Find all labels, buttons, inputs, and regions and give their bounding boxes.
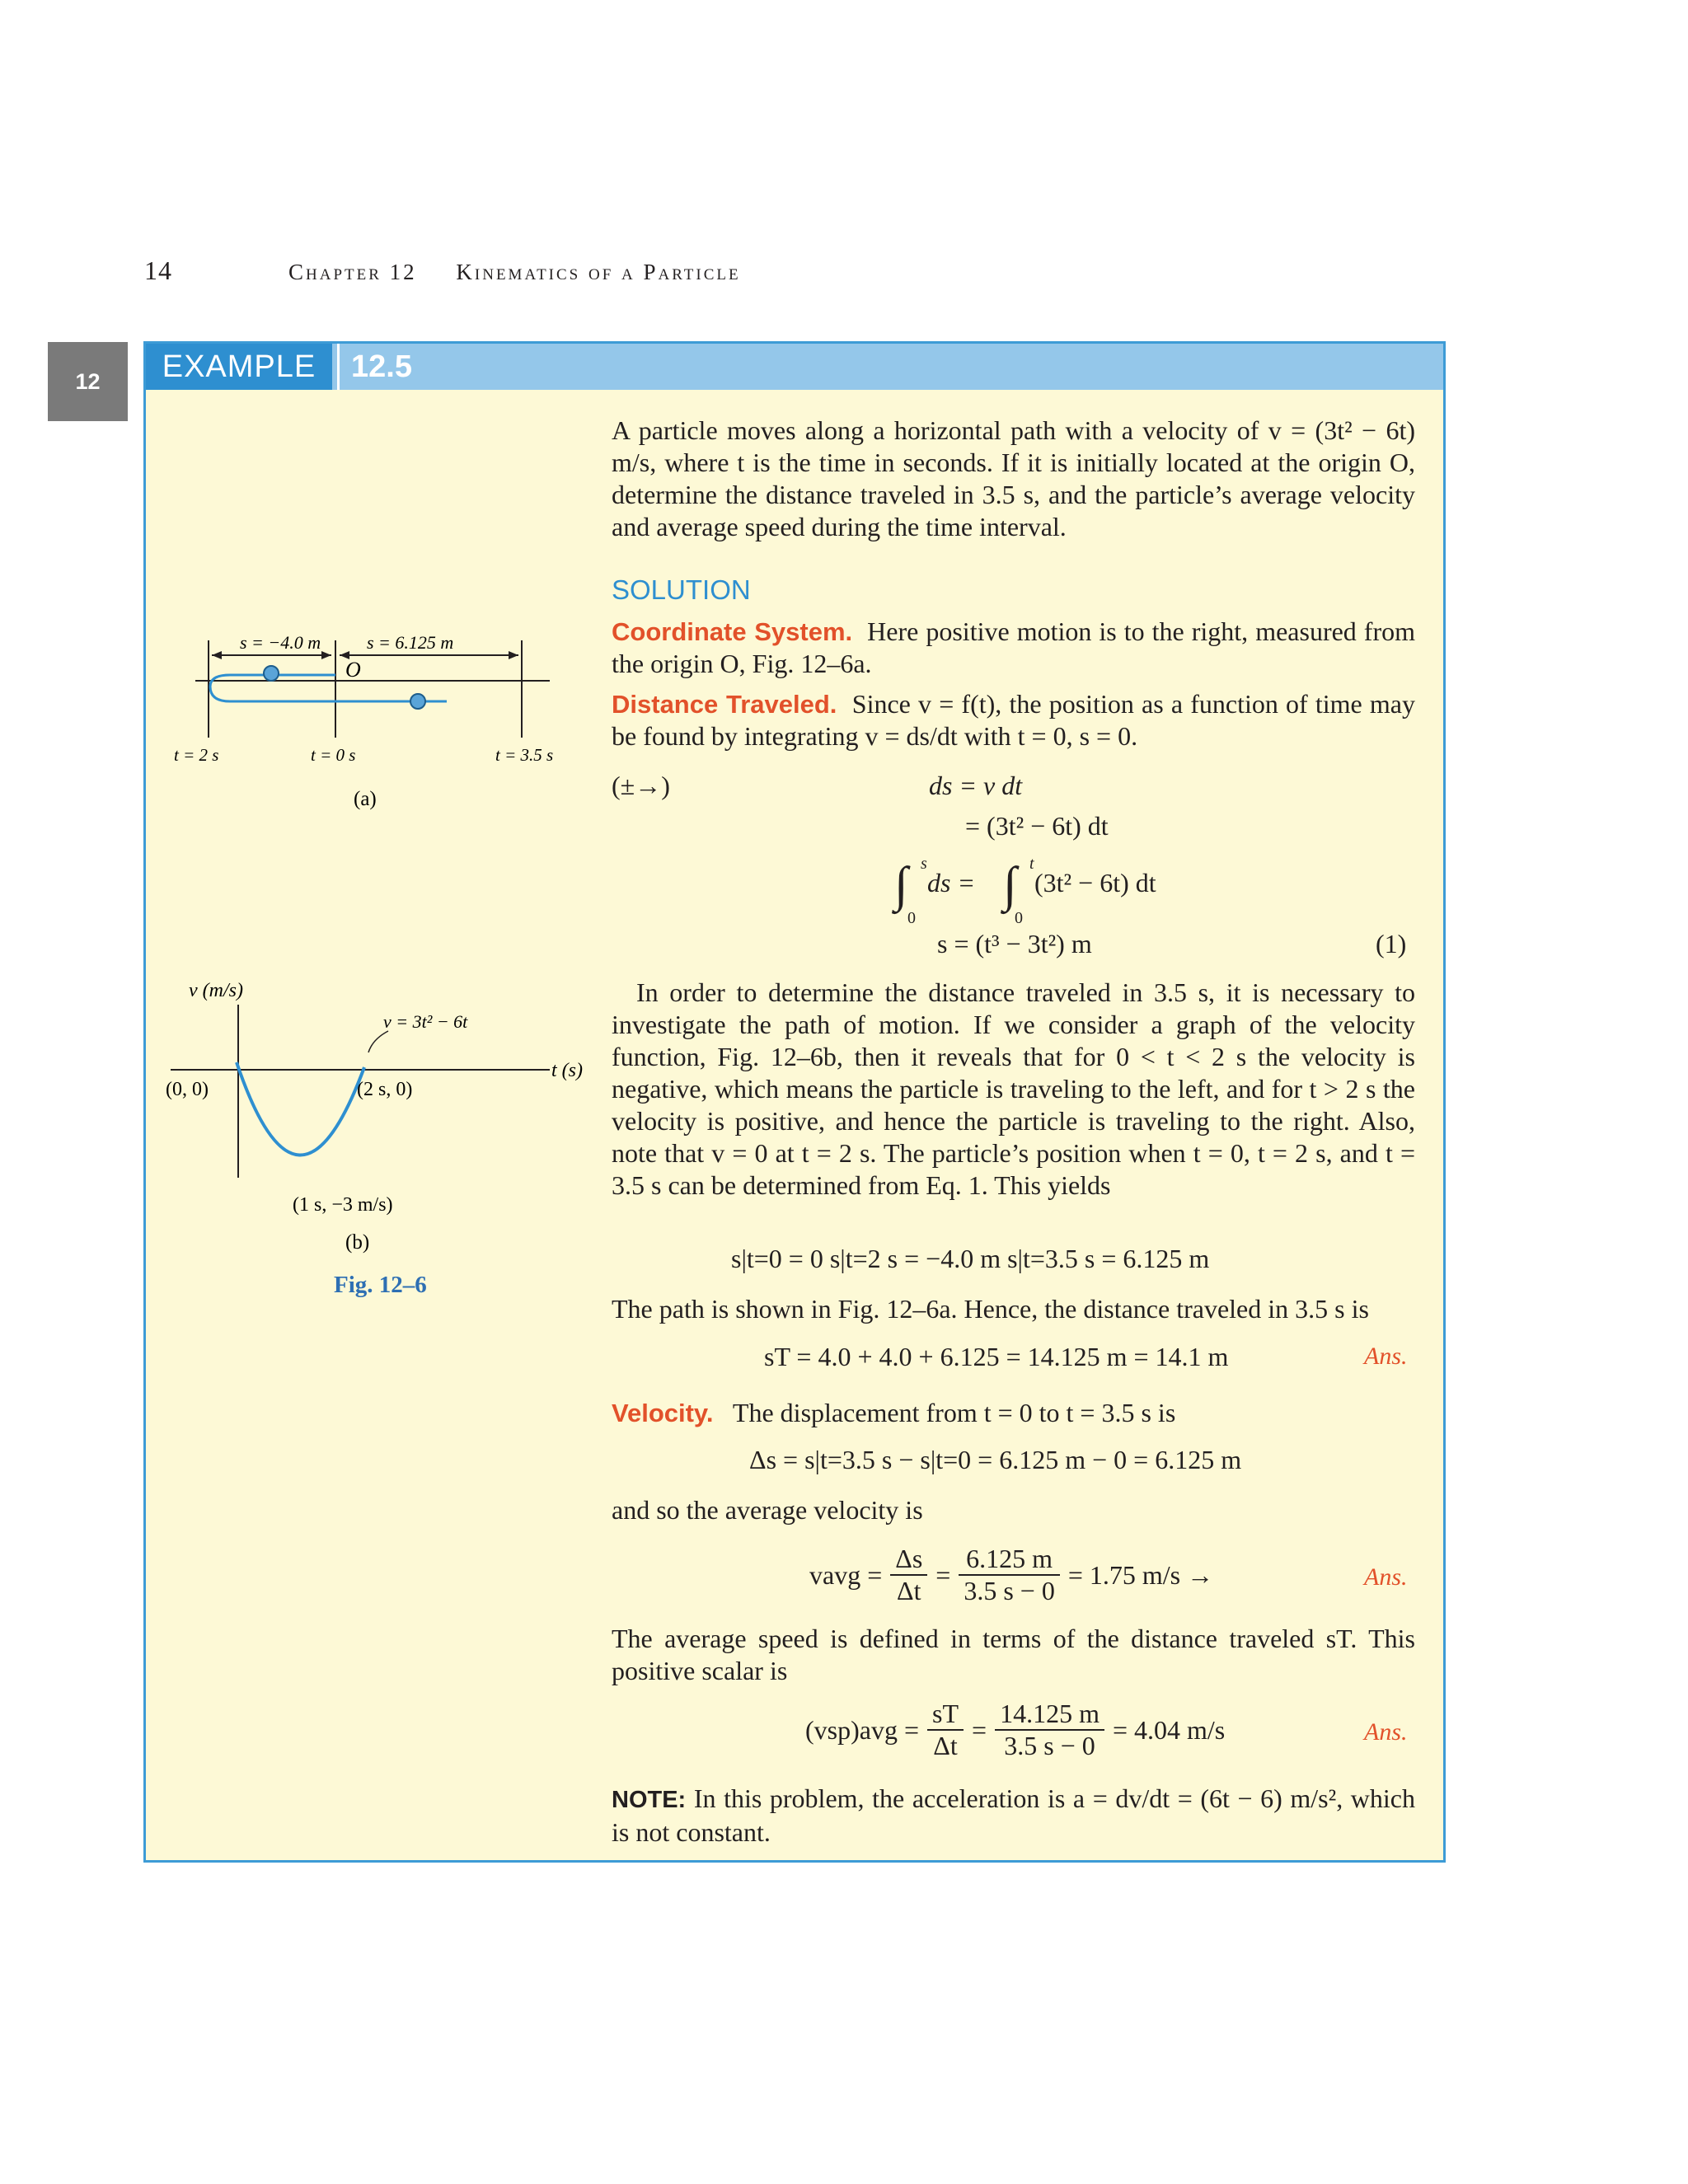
- vsp-equals: =: [972, 1714, 987, 1745]
- chapter-tab: 12: [48, 342, 128, 421]
- page-number: 14: [144, 255, 172, 285]
- integral-sign-left: ∫: [894, 857, 908, 912]
- example-number: 12.5: [337, 344, 412, 390]
- velocity-heading: Velocity.: [612, 1399, 714, 1427]
- v-axis-label: v (m/s): [189, 980, 243, 1001]
- vavg-fraction-2: [959, 1544, 1060, 1606]
- label-s-neg: s = −4.0 m: [240, 632, 321, 653]
- integral-lower-0b: 0: [1015, 909, 1023, 927]
- path-text: The path is shown in Fig. 12–6a. Hence, the distance traveled in 3.5 s is: [612, 1294, 1369, 1324]
- vavg-num-1: Δs: [890, 1544, 927, 1576]
- vsp-num-2: 14.125 m: [995, 1699, 1104, 1731]
- displacement-equation: Δs = s|t=3.5 s − s|t=0 = 6.125 m − 0 = 6.125 m: [749, 1445, 1242, 1474]
- velocity-text: The displacement from t = 0 to t = 3.5 s is: [732, 1398, 1176, 1427]
- t-axis-label: t (s): [551, 1060, 583, 1081]
- coordinate-heading: Coordinate System.: [612, 617, 853, 646]
- distance-paragraph: [612, 688, 1415, 752]
- example-label: EXAMPLE: [146, 344, 332, 390]
- vsp-result: = 4.04 m/s: [1112, 1714, 1226, 1745]
- integral-upper-t: t: [1029, 855, 1034, 873]
- distance-heading: Distance Traveled.: [612, 690, 837, 719]
- average-speed-equation: [805, 1699, 1225, 1761]
- equation-ds-expanded: = (3t² − 6t) dt: [965, 811, 1109, 841]
- solution-heading: SOLUTION: [612, 574, 751, 605]
- vsp-den-2: 3.5 s − 0: [1004, 1731, 1095, 1760]
- label-t0: t = 0 s: [311, 745, 356, 765]
- average-speed-text: The average speed is defined in terms of the distance traveled sT. This positive scalar is: [612, 1624, 1415, 1685]
- average-velocity-text: and so the average velocity is: [612, 1495, 923, 1525]
- coordinate-text: Here positive motion is to the right, measured from the origin O, Fig. 12–6a.: [612, 616, 1416, 678]
- curve-leader: [368, 1031, 388, 1052]
- integral-sign-right: ∫: [1003, 857, 1017, 912]
- point-root: (2 s, 0): [357, 1079, 413, 1100]
- integral-lower-0a: 0: [907, 909, 916, 927]
- answer-label-velocity: Ans.: [1364, 1563, 1408, 1591]
- coordinate-paragraph: [612, 616, 1415, 680]
- figure-caption: Fig. 12–6: [334, 1272, 427, 1298]
- figure-b-caption: (b): [345, 1231, 370, 1254]
- vsp-fraction-2: [995, 1699, 1104, 1761]
- example-box: [143, 341, 1446, 1863]
- vavg-fraction-1: [890, 1544, 927, 1606]
- integral-upper-s: s: [921, 855, 927, 873]
- note-text: In this problem, the acceleration is a = dv/dt = (6t − 6) m/s², which is not constant.: [612, 1783, 1415, 1847]
- example-header-bar: [146, 344, 1443, 390]
- particle-right: [410, 694, 425, 709]
- equation-integral-right: (3t² − 6t) dt: [1034, 868, 1156, 898]
- vavg-den-2: 3.5 s − 0: [964, 1576, 1055, 1605]
- vsp-den-1: Δt: [933, 1731, 958, 1760]
- chapter-title: Kinematics of a Particle: [456, 260, 741, 284]
- answer-label-speed: Ans.: [1364, 1718, 1408, 1746]
- average-velocity-equation: [809, 1544, 1213, 1606]
- answer-label-distance: Ans.: [1364, 1343, 1408, 1370]
- sign-convention: (±→): [612, 771, 670, 800]
- point-min: (1 s, −3 m/s): [293, 1194, 393, 1216]
- vsp-num-1: sT: [927, 1699, 964, 1731]
- vsp-left: (vsp)avg =: [805, 1714, 920, 1745]
- label-t2: t = 2 s: [174, 745, 219, 765]
- distance-text: Since v = f(t), the position as a function of time may be found by integrating v = ds/dt with t = 0, s = 0.: [612, 689, 1415, 751]
- analysis-paragraph: In order to determine the distance traveled in 3.5 s, it is necessary to investigate the path of motion. If we consider a graph of the velocity function, Fig. 12–6b, then it reveals that for 0 < t < 2 s the velocity is negative, which means the particle is traveling to the left, and for t > 2 s the velocity is positive, and hence the particle is traveling to the right. Also, note that v = 0 at t = 2 s. The particle’s position when t = 0, t = 2 s, and t = 3.5 s can be determined from Eq. 1. This yields: [612, 977, 1415, 1200]
- running-header: [288, 260, 772, 285]
- note-label: NOTE:: [612, 1787, 687, 1813]
- note-paragraph: [612, 1783, 1415, 1849]
- label-s-pos: s = 6.125 m: [367, 632, 454, 653]
- curve-label: v = 3t² − 6t: [383, 1011, 468, 1032]
- vavg-num-2: 6.125 m: [959, 1544, 1060, 1576]
- label-t35: t = 3.5 s: [495, 745, 554, 765]
- total-distance-equation: sT = 4.0 + 4.0 + 6.125 = 14.125 m = 14.1 m: [764, 1342, 1229, 1371]
- position-values: s|t=0 = 0 s|t=2 s = −4.0 m s|t=3.5 s = 6.125 m: [731, 1244, 1210, 1273]
- velocity-paragraph: [612, 1397, 1415, 1429]
- vavg-left: vavg =: [809, 1559, 883, 1590]
- point-origin: (0, 0): [166, 1079, 209, 1100]
- vavg-equals: =: [935, 1559, 951, 1590]
- equation-ds-vdt: ds = v dt: [929, 771, 1023, 800]
- particle-left: [264, 666, 279, 681]
- equation-position: s = (t³ − 3t²) m: [937, 929, 1092, 958]
- vavg-result: = 1.75 m/s →: [1067, 1559, 1214, 1590]
- label-origin: O: [345, 658, 361, 682]
- figure-a-caption: (a): [354, 788, 377, 810]
- equation-number: (1): [1376, 929, 1407, 958]
- vsp-fraction-1: [927, 1699, 964, 1761]
- problem-statement: A particle moves along a horizontal path with a velocity of v = (3t² − 6t) m/s, where t is the time in seconds. If it is initially located at the origin O, determine the distance traveled in 3.5 s, and the particle’s average velocity and average speed during the time interval.: [612, 415, 1415, 541]
- vavg-den-1: Δt: [897, 1576, 921, 1605]
- chapter-label: Chapter 12: [288, 260, 417, 284]
- equation-integral-left: ds =: [927, 868, 976, 898]
- velocity-curve: [237, 1062, 364, 1155]
